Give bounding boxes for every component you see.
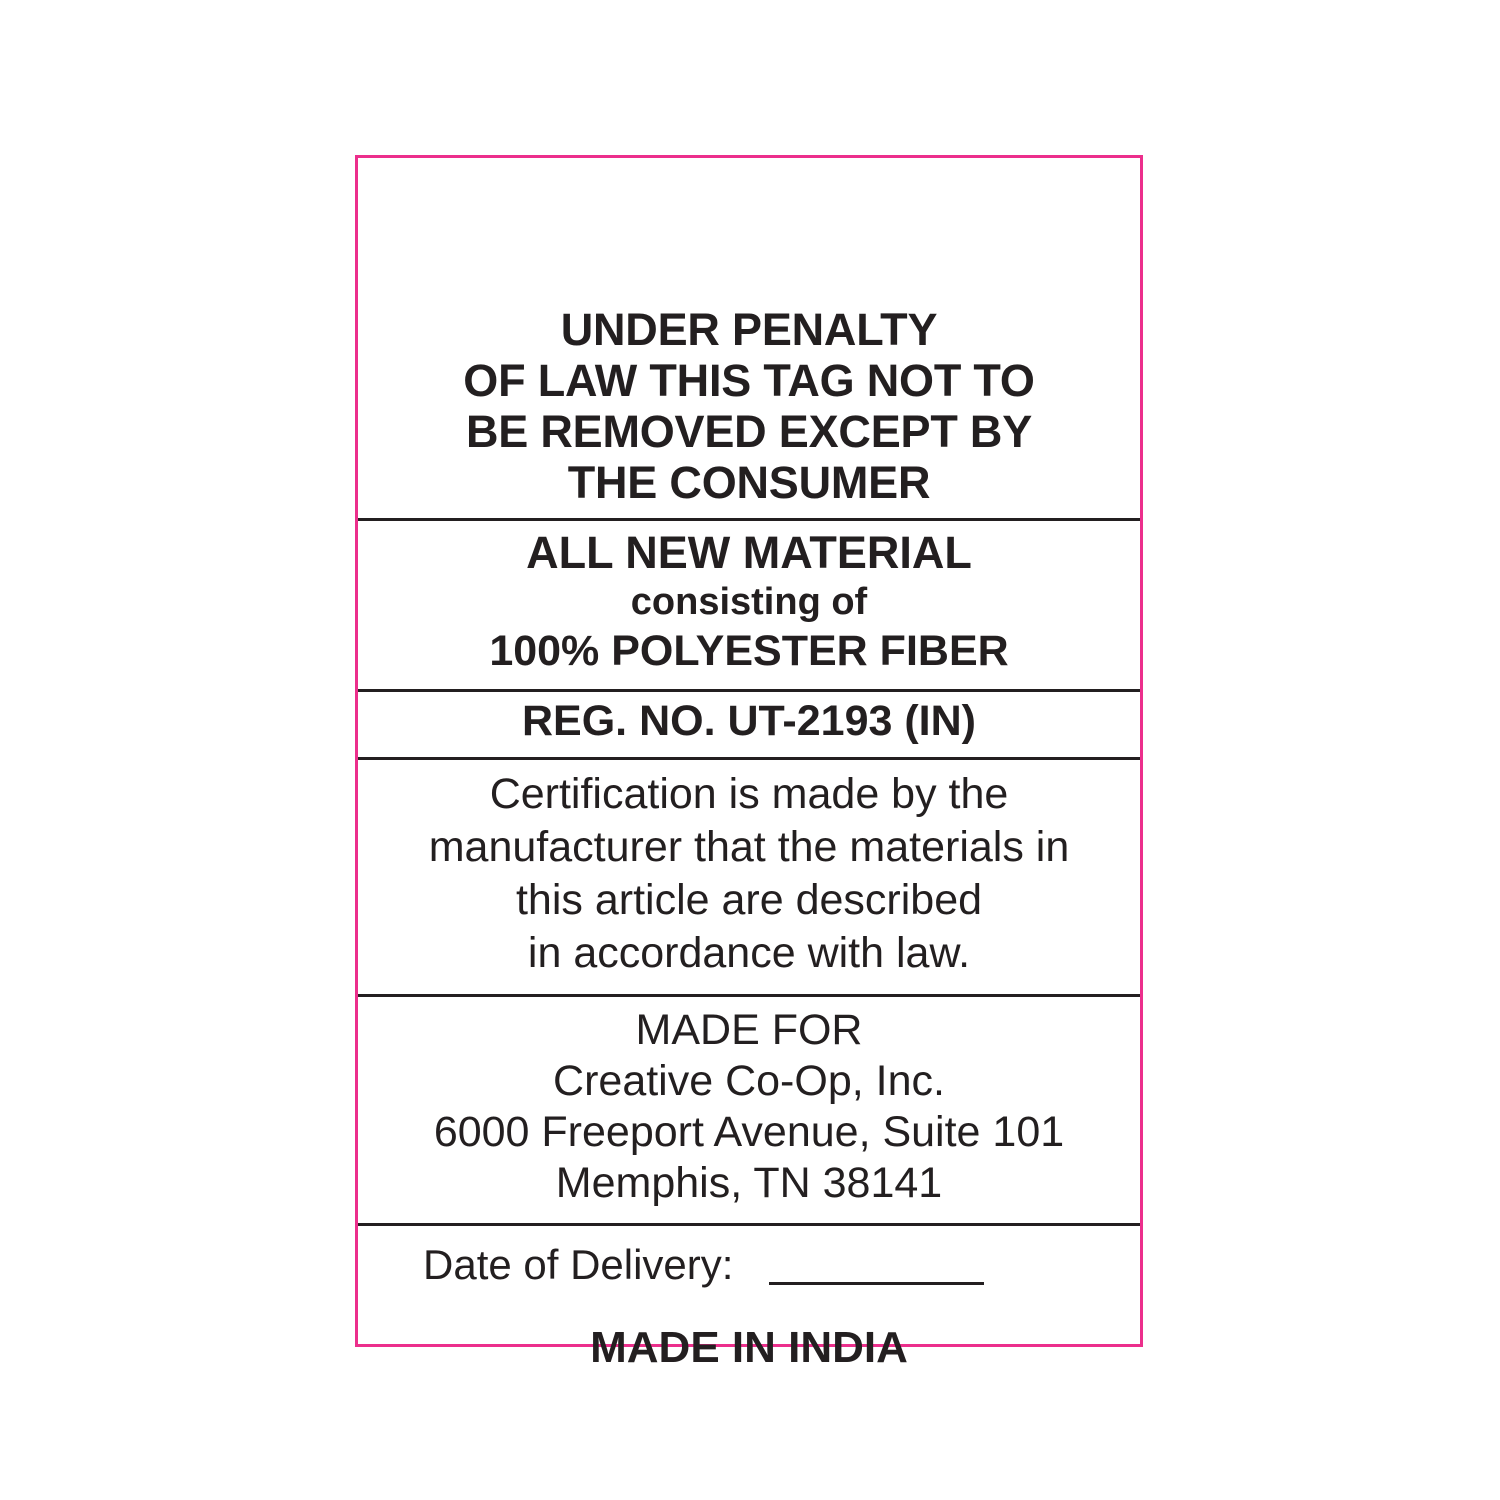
penalty-notice-line-1: UNDER PENALTY [560,304,938,355]
made-for-heading: MADE FOR [635,1006,863,1054]
date-of-delivery-label: Date of Delivery: [423,1241,734,1288]
delivery-and-origin-section [358,1226,1140,1392]
material-heading: ALL NEW MATERIAL [526,527,972,578]
made-for-city-state-zip: Memphis, TN 38141 [555,1159,943,1207]
penalty-notice-line-4: THE CONSUMER [567,457,931,508]
date-of-delivery-blank[interactable] [769,1282,984,1285]
material-consisting-of: consisting of [630,581,868,623]
certification-line-4: in accordance with law. [527,929,971,977]
date-of-delivery-row [368,1240,1130,1290]
care-label-tag [355,155,1143,1372]
penalty-notice-section [358,298,1140,521]
penalty-notice-line-2: OF LAW THIS TAG NOT TO [463,355,1035,406]
material-fiber-content: 100% POLYESTER FIBER [489,627,1009,675]
country-of-origin: MADE IN INDIA [590,1323,908,1372]
certification-line-1: Certification is made by the [489,770,1009,818]
penalty-notice-line-3: BE REMOVED EXCEPT BY [465,406,1033,457]
made-for-company: Creative Co-Op, Inc. [553,1057,945,1105]
material-content-section [358,521,1140,692]
certification-section [358,760,1140,997]
registration-number-section [358,692,1140,760]
certification-line-2: manufacturer that the materials in [428,823,1070,871]
tag-top-spacer [358,158,1140,298]
registration-number: REG. NO. UT-2193 (IN) [522,697,976,745]
made-for-section [358,997,1140,1226]
made-for-street: 6000 Freeport Avenue, Suite 101 [433,1108,1065,1156]
certification-line-3: this article are described [515,876,983,924]
